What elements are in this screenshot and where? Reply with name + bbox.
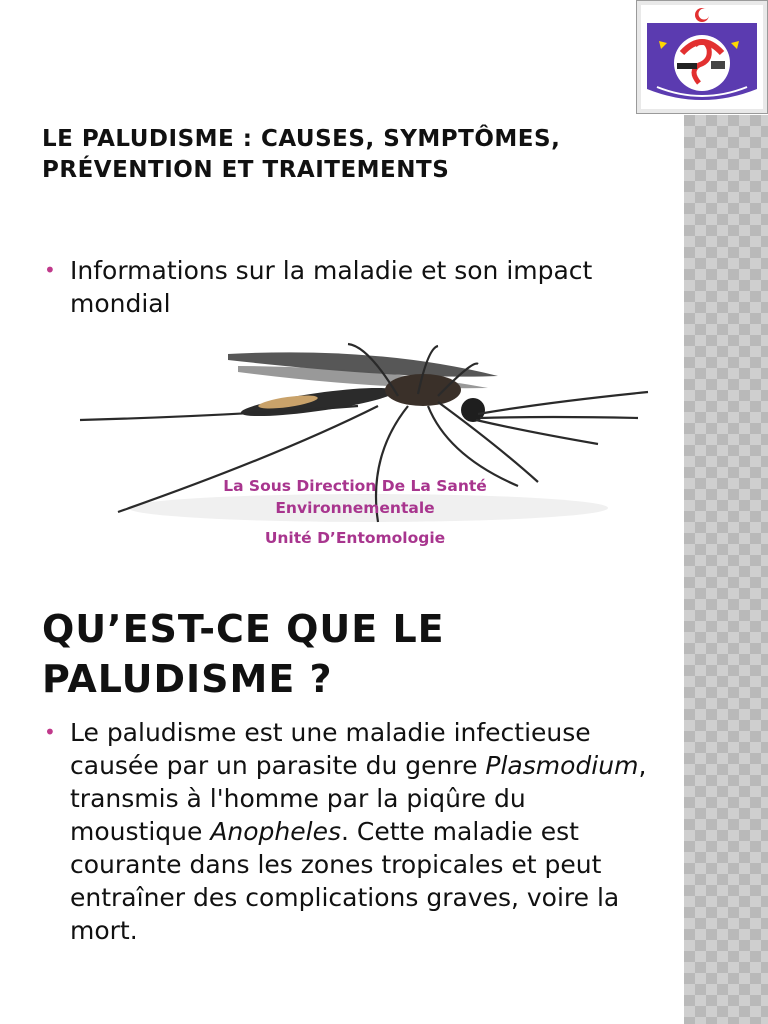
section-title: QU’EST-CE QUE LE PALUDISME ? [42,607,445,701]
bullet-icon: • [44,258,56,282]
definition-plasmodium: Plasmodium [485,751,639,780]
definition-part-3: . Cette maladie est courante dans les zones tropicales et peut entraîner des complications graves, voire la mort. [70,817,620,945]
definition-text [70,716,654,947]
definition-bullet [44,716,654,947]
definition-part-1: Le paludisme est une maladie infectieuse causée par un parasite du genre [70,718,591,780]
organization-logo [636,0,768,114]
credits-department: La Sous Direction De La Santé Environnementale [223,477,487,517]
intro-bullet [44,254,654,320]
health-directorate-logo-icon [637,1,767,113]
definition-part-2: , transmis à l'homme par la piqûre du moustique [70,751,647,846]
credits-unit: Unité D’Entomologie [264,529,446,547]
credits-block [150,475,560,549]
bullet-icon: • [44,720,56,744]
decorative-side-pattern [684,115,768,1024]
presentation-title: LE PALUDISME : CAUSES, SYMPTÔMES, PRÉVENTION ET TRAITEMENTS [42,126,561,183]
intro-bullet-text: Informations sur la maladie et son impact mondial [70,256,593,318]
definition-anopheles: Anopheles [210,817,342,846]
